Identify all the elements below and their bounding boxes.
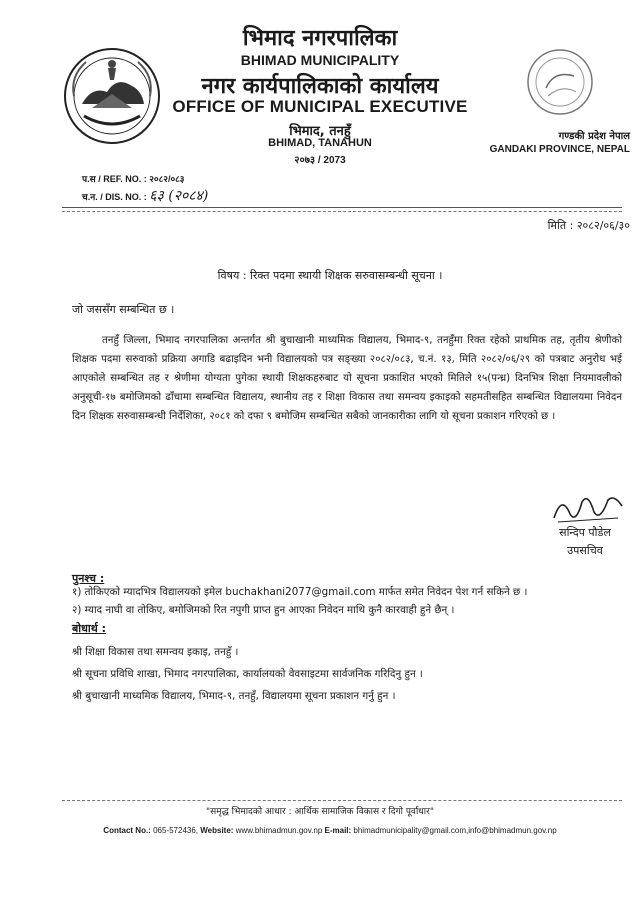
province-english: GANDAKI PROVINCE, NEPAL: [489, 144, 630, 155]
website-link[interactable]: www.bhimadmun.gov.np: [235, 826, 323, 835]
province-nepali: गण्डकी प्रदेश नेपाल: [558, 131, 630, 142]
footer-motto: "समृद्ध भिमादको आधार : आर्थिक सामाजिक विकास र दिगो पूर्वाधार": [206, 807, 434, 817]
email-link[interactable]: bhimadmunicipality@gmail.com,info@bhimadmun.gov.np: [353, 826, 557, 835]
contact-number: 065-572436,: [153, 826, 199, 835]
salutation: जो जससँग सम्बन्धित छ ।: [72, 303, 175, 316]
bodhartha-item: श्री शिक्षा विकास तथा समन्वय इकाइ, तनहुँ ।: [72, 646, 239, 658]
address-nepali: भिमाद, तनहुँ: [289, 124, 351, 139]
footer-contact: [30, 826, 630, 835]
header-divider: [62, 207, 622, 208]
signature-icon: [548, 488, 628, 528]
office-name-nepali: नगर कार्यपालिकाको कार्यालय: [201, 74, 439, 99]
municipality-name-english: BHIMAD MUNICIPALITY: [240, 52, 400, 68]
dis-value-handwritten: ६३ (२०८४): [149, 188, 209, 204]
ref-value: २०८२/०८३: [149, 174, 185, 184]
signatory-name: सन्दिप पौडेल: [559, 526, 611, 539]
bodhartha-item: श्री सूचना प्रविधि शाखा, भिमाद नगरपालिका, कार्यालयको वेवसाइटमा सार्वजनिक गरिदिनु हुन ।: [72, 668, 423, 680]
municipality-name-nepali: भिमाद नगरपालिका: [242, 26, 398, 51]
dispatch-number: [82, 186, 208, 205]
dis-label: च.न. / DIS. NO. :: [82, 192, 147, 202]
municipality-logo: [62, 46, 162, 146]
postscript-title: पुनश्च :: [72, 572, 105, 585]
letter-date: मिति : २०८२/०६/३०: [547, 219, 630, 232]
signatory-title: उपसचिव: [567, 544, 603, 557]
establishment-year: २०७३ / 2073: [294, 155, 346, 166]
email-label: E-mail:: [324, 826, 352, 835]
reference-number: [82, 172, 184, 185]
office-stamp: [518, 40, 602, 124]
notice-body: तनहुँ जिल्ला, भिमाद नगरपालिका अन्तर्गत श्री बुचाखानी माध्यमिक विद्यालय, भिमाद-९, तनहुँमा रिक्त रहेको प्राथमिक तह, तृतीय श्रेणीको शिक्षक पदमा सरुवाको प्रक्रिया अगाडि बढाइदिन भनी विद्यालयको पत्र सङ्ख्या २०८२/०८३, च.नं. १३, मिति २०८२/०६/२९ को पत्रबाट अनुरोध भई आएकोले सम्बन्धित तह र श्रेणीमा योग्यता पुगेका स्थायी शिक्षकहरुबाट यो सूचना प्रकाशित भएको मितिले १५(पन्ध्र) दिनभित्र शिक्षा नियमावलीको अनुसूची-१७ बमोजिमको ढाँचामा सम्बन्धित विद्यालय, स्थानीय तह र शिक्षा विकास तथा समन्वय इकाइको सहमतीसहित सम्बन्धित विद्यालयमा निवेदन दिन शिक्षक सरुवासम्बन्धी निर्देशिका, २०८१ को दफा ९ बमोजिम सम्बन्धित सबैको जानकारीका लागि यो सूचना प्रकाशन गरिएको छ ।: [72, 335, 622, 422]
letter-subject: विषय : रिक्त पदमा स्थायी शिक्षक सरुवासम्बन्धी सूचना ।: [217, 269, 443, 282]
footer-divider: [62, 800, 622, 801]
address-english: BHIMAD, TANAHUN: [268, 137, 372, 149]
header-divider-dashed: [62, 211, 622, 212]
website-label: Website:: [200, 826, 234, 835]
ref-label: प.स / REF. NO. :: [82, 174, 147, 184]
bodhartha-item: श्री बुचाखानी माध्यमिक विद्यालय, भिमाद-९, तनहुँ, विद्यालयमा सूचना प्रकाशन गर्नु हुन ।: [72, 690, 396, 702]
postscript-item: २) म्याद नाघी वा तोकिए, बमोजिमको रित नपुगी प्राप्त हुन आएका निवेदन माथि कुनै कारवाही हुने छैन् ।: [72, 604, 455, 616]
bodhartha-title: बोधार्थ :: [72, 622, 107, 635]
postscript-item: १) तोकिएको म्यादभित्र विद्यालयको इमेल buchakhani2077@gmail.com मार्फत समेत निवेदन पेश गर्न सकिने छ ।: [72, 586, 528, 598]
office-name-english: OFFICE OF MUNICIPAL EXECUTIVE: [172, 97, 468, 116]
contact-label: Contact No.:: [103, 826, 151, 835]
stamp-icon: [518, 40, 602, 124]
emblem-icon: [62, 46, 162, 146]
signature: [548, 488, 628, 528]
